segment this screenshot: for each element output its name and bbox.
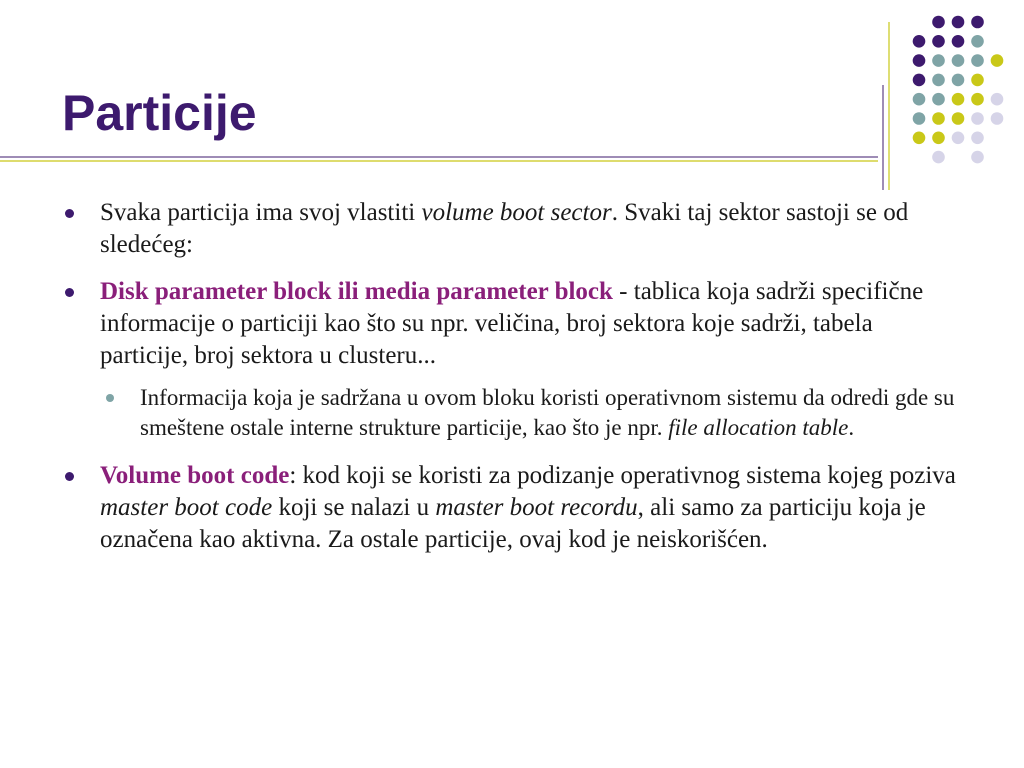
sub-bullet-text: Informacija koja je sadržana u ovom bloku koristi operativnom sistemu da odredi gde su smeštene ostale interne strukture particije, kao što je npr. [140,385,955,440]
decor-dot [971,54,984,67]
decor-dot [932,151,945,164]
decor-dot [952,132,965,145]
bullet-item [62,460,962,556]
bullet-italic: master boot recordu [435,494,638,521]
decor-dot [913,93,926,106]
decor-dot [932,112,945,125]
bullet-text: Svaka particija ima svoj vlastiti [100,199,422,226]
sub-bullet-italic: file allocation table [668,415,849,440]
decor-dot [971,35,984,48]
bullet-item [62,197,962,261]
decor-dot [913,35,926,48]
title-underline-lines [0,157,878,161]
decor-dot [991,112,1004,125]
decor-dot [971,16,984,29]
decor-dot [971,74,984,87]
decor-dot [952,35,965,48]
bullet-emphasis: Disk parameter block ili media parameter block [100,278,613,305]
bullet-text: . Svaki taj sektor sastoji se od sledećeg: [100,199,909,258]
decor-dot [952,16,965,29]
decor-dot [932,93,945,106]
bullet-text: , ali samo za particiju koja je označena kao aktivna. Za ostale particije, ovaj kod je neiskorišćen. [100,494,926,553]
bullet-text: - tablica koja sadrži specifične informacije o particiji kao što su npr. veličina, broj sektora koje sadrži, tabela particije, broj sektora u clusteru... [100,278,924,369]
bullet-text: : kod koji se koristi za podizanje operativnog sistema kojeg poziva [289,462,956,489]
decor-dot [952,93,965,106]
decor-dot [952,112,965,125]
bullet-item [62,276,962,372]
decor-dot [913,112,926,125]
bullet-list [62,197,962,571]
dot-grid [913,16,1004,164]
decor-dot [971,132,984,145]
decor-dot [971,112,984,125]
decor-dot [932,54,945,67]
bullet-italic: master boot code [100,494,273,521]
sub-bullet-item [62,383,962,443]
decor-dot [913,74,926,87]
decor-dot [952,54,965,67]
decor-dot [913,132,926,145]
decor-dot [932,74,945,87]
decor-dot [991,93,1004,106]
decor-dot [991,54,1004,67]
bullet-text: koji se nalazi u [272,494,436,521]
decor-dot [971,151,984,164]
bullet-italic: volume boot sector [421,199,612,226]
decor-dot [932,132,945,145]
vertical-accent-lines [883,22,889,190]
bullet-emphasis: Volume boot code [100,462,290,489]
decor-dot [913,54,926,67]
slide-title: Particije [62,85,257,141]
sub-bullet-text: . [848,415,855,440]
decor-dot [932,35,945,48]
decor-dot [952,74,965,87]
decor-dot [971,93,984,106]
decor-dot [932,16,945,29]
